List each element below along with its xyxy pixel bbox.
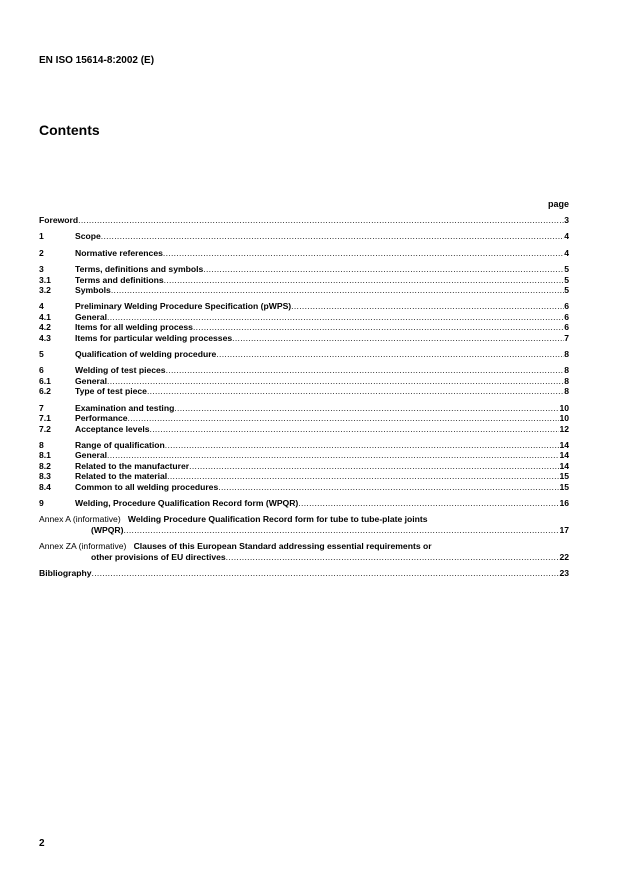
- toc-leader: [147, 386, 564, 396]
- toc-page: 8: [564, 365, 569, 376]
- toc-leader: [193, 322, 564, 332]
- toc-entry-4-1[interactable]: [39, 312, 569, 322]
- toc-entry-1[interactable]: [39, 231, 569, 241]
- toc-title: Performance: [75, 413, 128, 424]
- toc-title: Bibliography: [39, 567, 92, 578]
- toc-number: 7: [39, 402, 44, 413]
- toc-title: Related to the material: [75, 471, 168, 482]
- toc-page: 5: [564, 264, 569, 275]
- toc-entry-8-1[interactable]: [39, 450, 569, 460]
- toc-number: 7.1: [39, 413, 51, 424]
- toc-entry-8-4[interactable]: [39, 482, 569, 492]
- toc-title: Qualification of welding procedure: [75, 349, 217, 360]
- toc-title: General: [75, 375, 108, 386]
- toc-page: 3: [564, 215, 569, 225]
- toc-entry-3-1[interactable]: [39, 275, 569, 285]
- toc-entry-8-2[interactable]: [39, 461, 569, 471]
- toc-entry-annex-za[interactable]: [39, 541, 569, 562]
- toc-page: 17: [559, 524, 569, 535]
- toc-number: 6.2: [39, 386, 51, 397]
- toc-title: General: [75, 450, 108, 461]
- toc-leader: [107, 450, 559, 460]
- toc-leader: [165, 440, 560, 450]
- toc-page: 5: [564, 285, 569, 296]
- toc-entry-4-2[interactable]: [39, 322, 569, 332]
- toc-leader: [174, 403, 559, 413]
- toc-entry-8-3[interactable]: [39, 471, 569, 481]
- toc-number: 3.2: [39, 285, 51, 296]
- toc-leader: [150, 424, 560, 434]
- annex-tag: Annex A (informative): [39, 514, 121, 525]
- toc-leader: [101, 231, 564, 241]
- toc-number: 8.1: [39, 450, 51, 461]
- toc-entry-6[interactable]: [39, 365, 569, 375]
- toc-title-line1: Clauses of this European Standard addressing essential requirements or: [133, 541, 432, 552]
- toc-leader: [78, 215, 564, 225]
- toc-leader: [164, 275, 565, 285]
- toc-title: Symbols: [75, 285, 111, 296]
- toc-leader: [123, 525, 559, 535]
- toc-number: 9: [39, 497, 44, 508]
- toc-number: 5: [39, 349, 44, 360]
- toc-title: Items for particular welding processes: [75, 332, 233, 343]
- toc-number: 8.4: [39, 481, 51, 492]
- toc-page: 8: [564, 375, 569, 386]
- toc-number: 1: [39, 231, 44, 242]
- toc-entry-6-2[interactable]: [39, 386, 569, 396]
- toc-entry-5[interactable]: [39, 349, 569, 359]
- toc-page: 15: [559, 471, 569, 482]
- toc-title: Related to the manufacturer: [75, 460, 190, 471]
- toc-title: Common to all welding procedures: [75, 481, 219, 492]
- toc-leader: [107, 376, 564, 386]
- toc-number: 8: [39, 439, 44, 450]
- toc-entry-8[interactable]: [39, 440, 569, 450]
- toc-page: 6: [564, 301, 569, 312]
- toc-leader: [167, 471, 559, 481]
- toc-number: 8.2: [39, 460, 51, 471]
- toc-page: 7: [564, 332, 569, 343]
- toc-entry-4-3[interactable]: [39, 333, 569, 343]
- toc-leader: [232, 333, 564, 343]
- toc-page: 6: [564, 322, 569, 333]
- toc-entry-7-1[interactable]: [39, 413, 569, 423]
- toc-page: 16: [559, 497, 569, 508]
- toc-number: 3.1: [39, 274, 51, 285]
- toc-title-line2: (WPQR): [91, 524, 124, 535]
- table-of-contents: [39, 215, 569, 578]
- toc-title: Examination and testing: [75, 402, 175, 413]
- toc-leader: [92, 568, 560, 578]
- toc-entry-7[interactable]: [39, 403, 569, 413]
- toc-title: Terms and definitions: [75, 274, 164, 285]
- toc-page: 12: [559, 423, 569, 434]
- toc-number: 4.2: [39, 322, 51, 333]
- toc-number: 4.3: [39, 332, 51, 343]
- toc-number: 4: [39, 301, 44, 312]
- toc-page: 15: [559, 481, 569, 492]
- toc-title: General: [75, 311, 108, 322]
- toc-entry-foreword[interactable]: [39, 215, 569, 225]
- toc-entry-4[interactable]: [39, 301, 569, 311]
- toc-title: Acceptance levels: [75, 423, 150, 434]
- toc-leader: [107, 312, 564, 322]
- toc-title: Items for all welding process: [75, 322, 193, 333]
- toc-entry-9[interactable]: [39, 498, 569, 508]
- toc-page: 6: [564, 311, 569, 322]
- toc-title: Normative references: [75, 247, 163, 258]
- toc-entry-6-1[interactable]: [39, 376, 569, 386]
- toc-entry-7-2[interactable]: [39, 424, 569, 434]
- toc-entry-3[interactable]: [39, 264, 569, 274]
- toc-title-line1: Welding Procedure Qualification Record form for tube to tube-plate joints: [127, 514, 428, 525]
- toc-title: Scope: [75, 231, 101, 242]
- toc-page: 14: [559, 450, 569, 461]
- toc-title: Welding, Procedure Qualification Record form (WPQR): [75, 497, 299, 508]
- annex-tag: Annex ZA (informative): [39, 541, 127, 552]
- toc-title: Foreword: [39, 215, 79, 225]
- toc-title: Terms, definitions and symbols: [75, 264, 204, 275]
- toc-number: 8.3: [39, 471, 51, 482]
- page-column-label: page: [547, 199, 569, 209]
- toc-leader: [298, 498, 559, 508]
- toc-number: 7.2: [39, 423, 51, 434]
- toc-page: 10: [559, 402, 569, 413]
- toc-leader: [166, 365, 565, 375]
- page-title: Contents: [39, 122, 100, 138]
- toc-page: 8: [564, 349, 569, 360]
- document-id-header: EN ISO 15614-8:2002 (E): [39, 55, 155, 66]
- toc-page: 22: [559, 551, 569, 562]
- toc-leader: [203, 264, 564, 274]
- toc-page: 14: [559, 439, 569, 450]
- toc-page: 4: [564, 231, 569, 242]
- toc-title: Welding of test pieces: [75, 365, 166, 376]
- toc-entry-annex-a[interactable]: [39, 514, 569, 535]
- toc-page: 4: [564, 247, 569, 258]
- page-number-footer: 2: [39, 838, 45, 849]
- toc-number: 6.1: [39, 375, 51, 386]
- toc-entry-3-2[interactable]: [39, 285, 569, 295]
- toc-page: 10: [559, 413, 569, 424]
- toc-title-line2: other provisions of EU directives: [91, 551, 226, 562]
- toc-title: Range of qualification: [75, 439, 165, 450]
- toc-number: 2: [39, 247, 44, 258]
- toc-leader: [291, 301, 564, 311]
- toc-entry-bibliography[interactable]: [39, 568, 569, 578]
- toc-leader: [189, 461, 559, 471]
- toc-leader: [218, 482, 559, 492]
- toc-number: 4.1: [39, 311, 51, 322]
- toc-title: Preliminary Welding Procedure Specification (pWPS): [75, 301, 292, 312]
- toc-page: 14: [559, 460, 569, 471]
- toc-leader: [216, 349, 564, 359]
- toc-page: 23: [559, 567, 569, 578]
- toc-leader: [163, 248, 564, 258]
- toc-leader: [111, 285, 564, 295]
- toc-number: 6: [39, 365, 44, 376]
- toc-entry-2[interactable]: [39, 248, 569, 258]
- toc-leader: [128, 413, 560, 423]
- toc-page: 8: [564, 386, 569, 397]
- toc-title: Type of test piece: [75, 386, 147, 397]
- toc-page: 5: [564, 274, 569, 285]
- toc-leader: [226, 552, 560, 562]
- toc-number: 3: [39, 264, 44, 275]
